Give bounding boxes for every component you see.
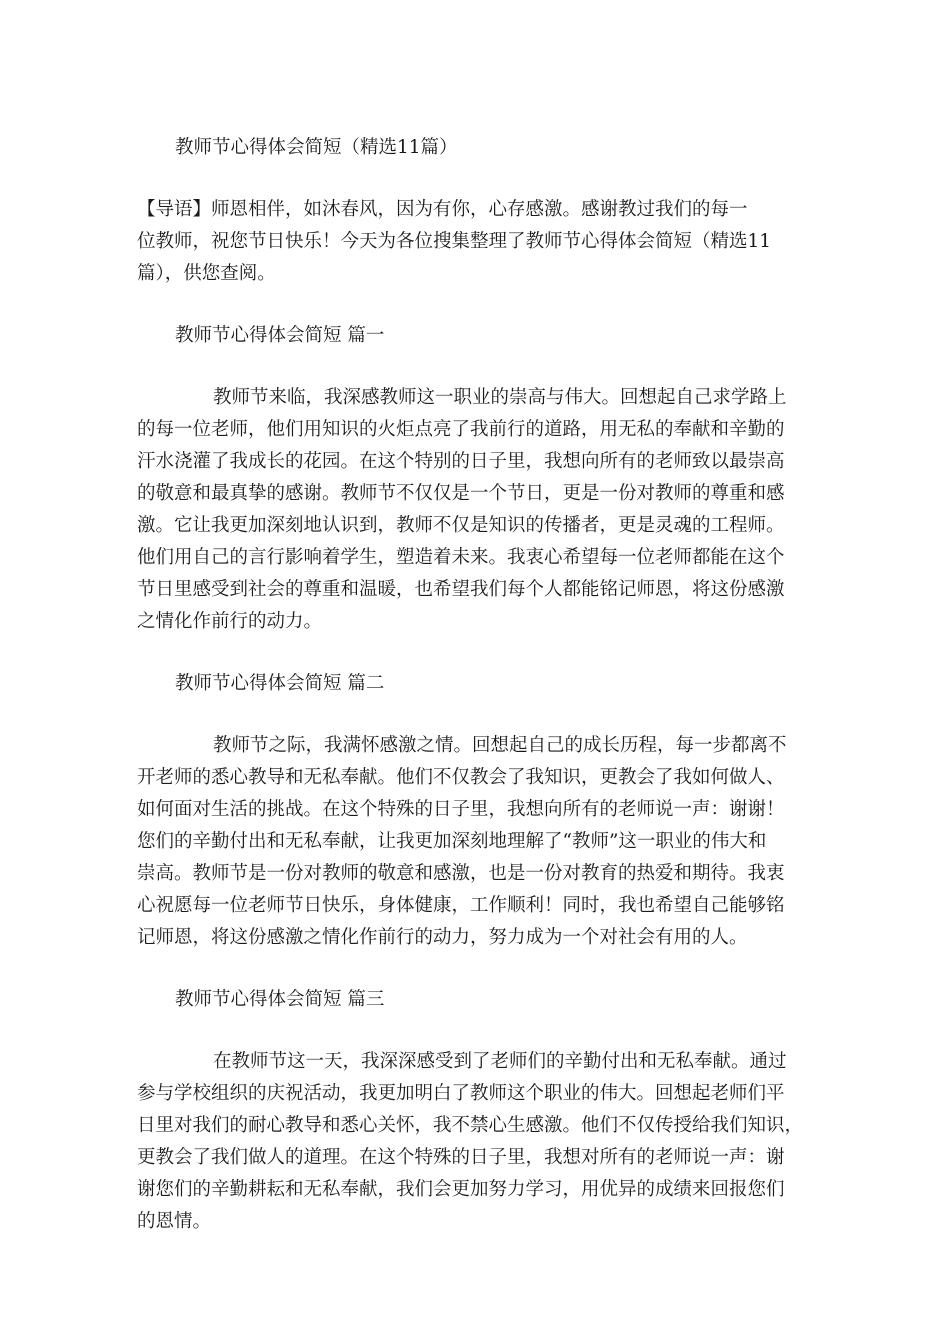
- paragraph-line: 汗水浇灌了我成长的花园。在这个特别的日子里，我想向所有的老师致以最崇高: [137, 451, 785, 472]
- paragraph-line: 他们用自己的言行影响着学生，塑造着未来。我衷心希望每一位老师都能在这个: [137, 547, 785, 568]
- section-heading-2: [137, 668, 813, 700]
- title-text: 教师节心得体会简短（精选11篇）: [175, 137, 458, 158]
- paragraph-line: 您们的辛勤付出和无私奉献，让我更加深刻地理解了“教师”这一职业的伟大和: [137, 831, 767, 852]
- section-paragraph-1: [137, 382, 813, 638]
- paragraph-line: 崇高。教师节是一份对教师的敬意和感激，也是一份对教育的热爱和期待。我衷: [137, 863, 785, 884]
- document-body: [137, 132, 813, 1268]
- paragraph-line: 心祝愿每一位老师节日快乐，身体健康，工作顺利！同时，我也希望自己能够铭: [137, 895, 785, 916]
- section-heading-3: [137, 984, 813, 1016]
- intro-paragraph: [137, 194, 813, 290]
- section-heading-text: 教师节心得体会简短 篇一: [175, 325, 385, 346]
- section-heading-text: 教师节心得体会简短 篇二: [175, 673, 385, 694]
- paragraph-line: 如何面对生活的挑战。在这个特殊的日子里，我想向所有的老师说一声：谢谢！: [137, 799, 785, 820]
- paragraph-line: 教师节来临，我深感教师这一职业的崇高与伟大。回想起自己求学路上: [213, 387, 787, 408]
- paragraph-line: 教师节之际，我满怀感激之情。回想起自己的成长历程，每一步都离不: [213, 735, 787, 756]
- intro-line: 位教师，祝您节日快乐！今天为各位搜集整理了教师节心得体会简短（精选11: [137, 231, 772, 252]
- document-title: [137, 132, 813, 164]
- section-heading-text: 教师节心得体会简短 篇三: [175, 989, 385, 1010]
- paragraph-line: 更教会了我们做人的道理。在这个特殊的日子里，我想对所有的老师说一声：谢: [137, 1147, 785, 1168]
- paragraph-line: 开老师的悉心教导和无私奉献。他们不仅教会了我知识，更教会了我如何做人、: [137, 767, 785, 788]
- intro-line: 【导语】师恩相伴，如沐春风，因为有你，心存感激。感谢教过我们的每一: [137, 199, 748, 220]
- paragraph-line: 激。它让我更加深刻地认识到，教师不仅是知识的传播者，更是灵魂的工程师。: [137, 515, 785, 536]
- paragraph-line: 谢您们的辛勤耕耘和无私奉献，我们会更加努力学习，用优异的成绩来回报您们: [137, 1179, 785, 1200]
- intro-line: 篇），供您查阅。: [137, 263, 276, 284]
- paragraph-line: 在教师节这一天，我深深感受到了老师们的辛勤付出和无私奉献。通过: [213, 1051, 787, 1072]
- section-heading-1: [137, 320, 813, 352]
- paragraph-line: 记师恩，将这份感激之情化作前行的动力，努力成为一个对社会有用的人。: [137, 927, 748, 948]
- paragraph-line: 参与学校组织的庆祝活动，我更加明白了教师这个职业的伟大。回想起老师们平: [137, 1083, 785, 1104]
- paragraph-line: 的每一位老师，他们用知识的火炬点亮了我前行的道路，用无私的奉献和辛勤的: [137, 419, 785, 440]
- paragraph-line: 之情化作前行的动力。: [137, 611, 323, 632]
- paragraph-line: 节日里感受到社会的尊重和温暖，也希望我们每个人都能铭记师恩，将这份感激: [137, 579, 785, 600]
- paragraph-line: 日里对我们的耐心教导和悉心关怀，我不禁心生感激。他们不仅传授给我们知识，: [137, 1115, 804, 1136]
- paragraph-line: 的恩情。: [137, 1211, 212, 1232]
- paragraph-line: 的敬意和最真挚的感谢。教师节不仅仅是一个节日，更是一份对教师的尊重和感: [137, 483, 785, 504]
- section-paragraph-2: [137, 730, 813, 954]
- section-paragraph-3: [137, 1046, 813, 1238]
